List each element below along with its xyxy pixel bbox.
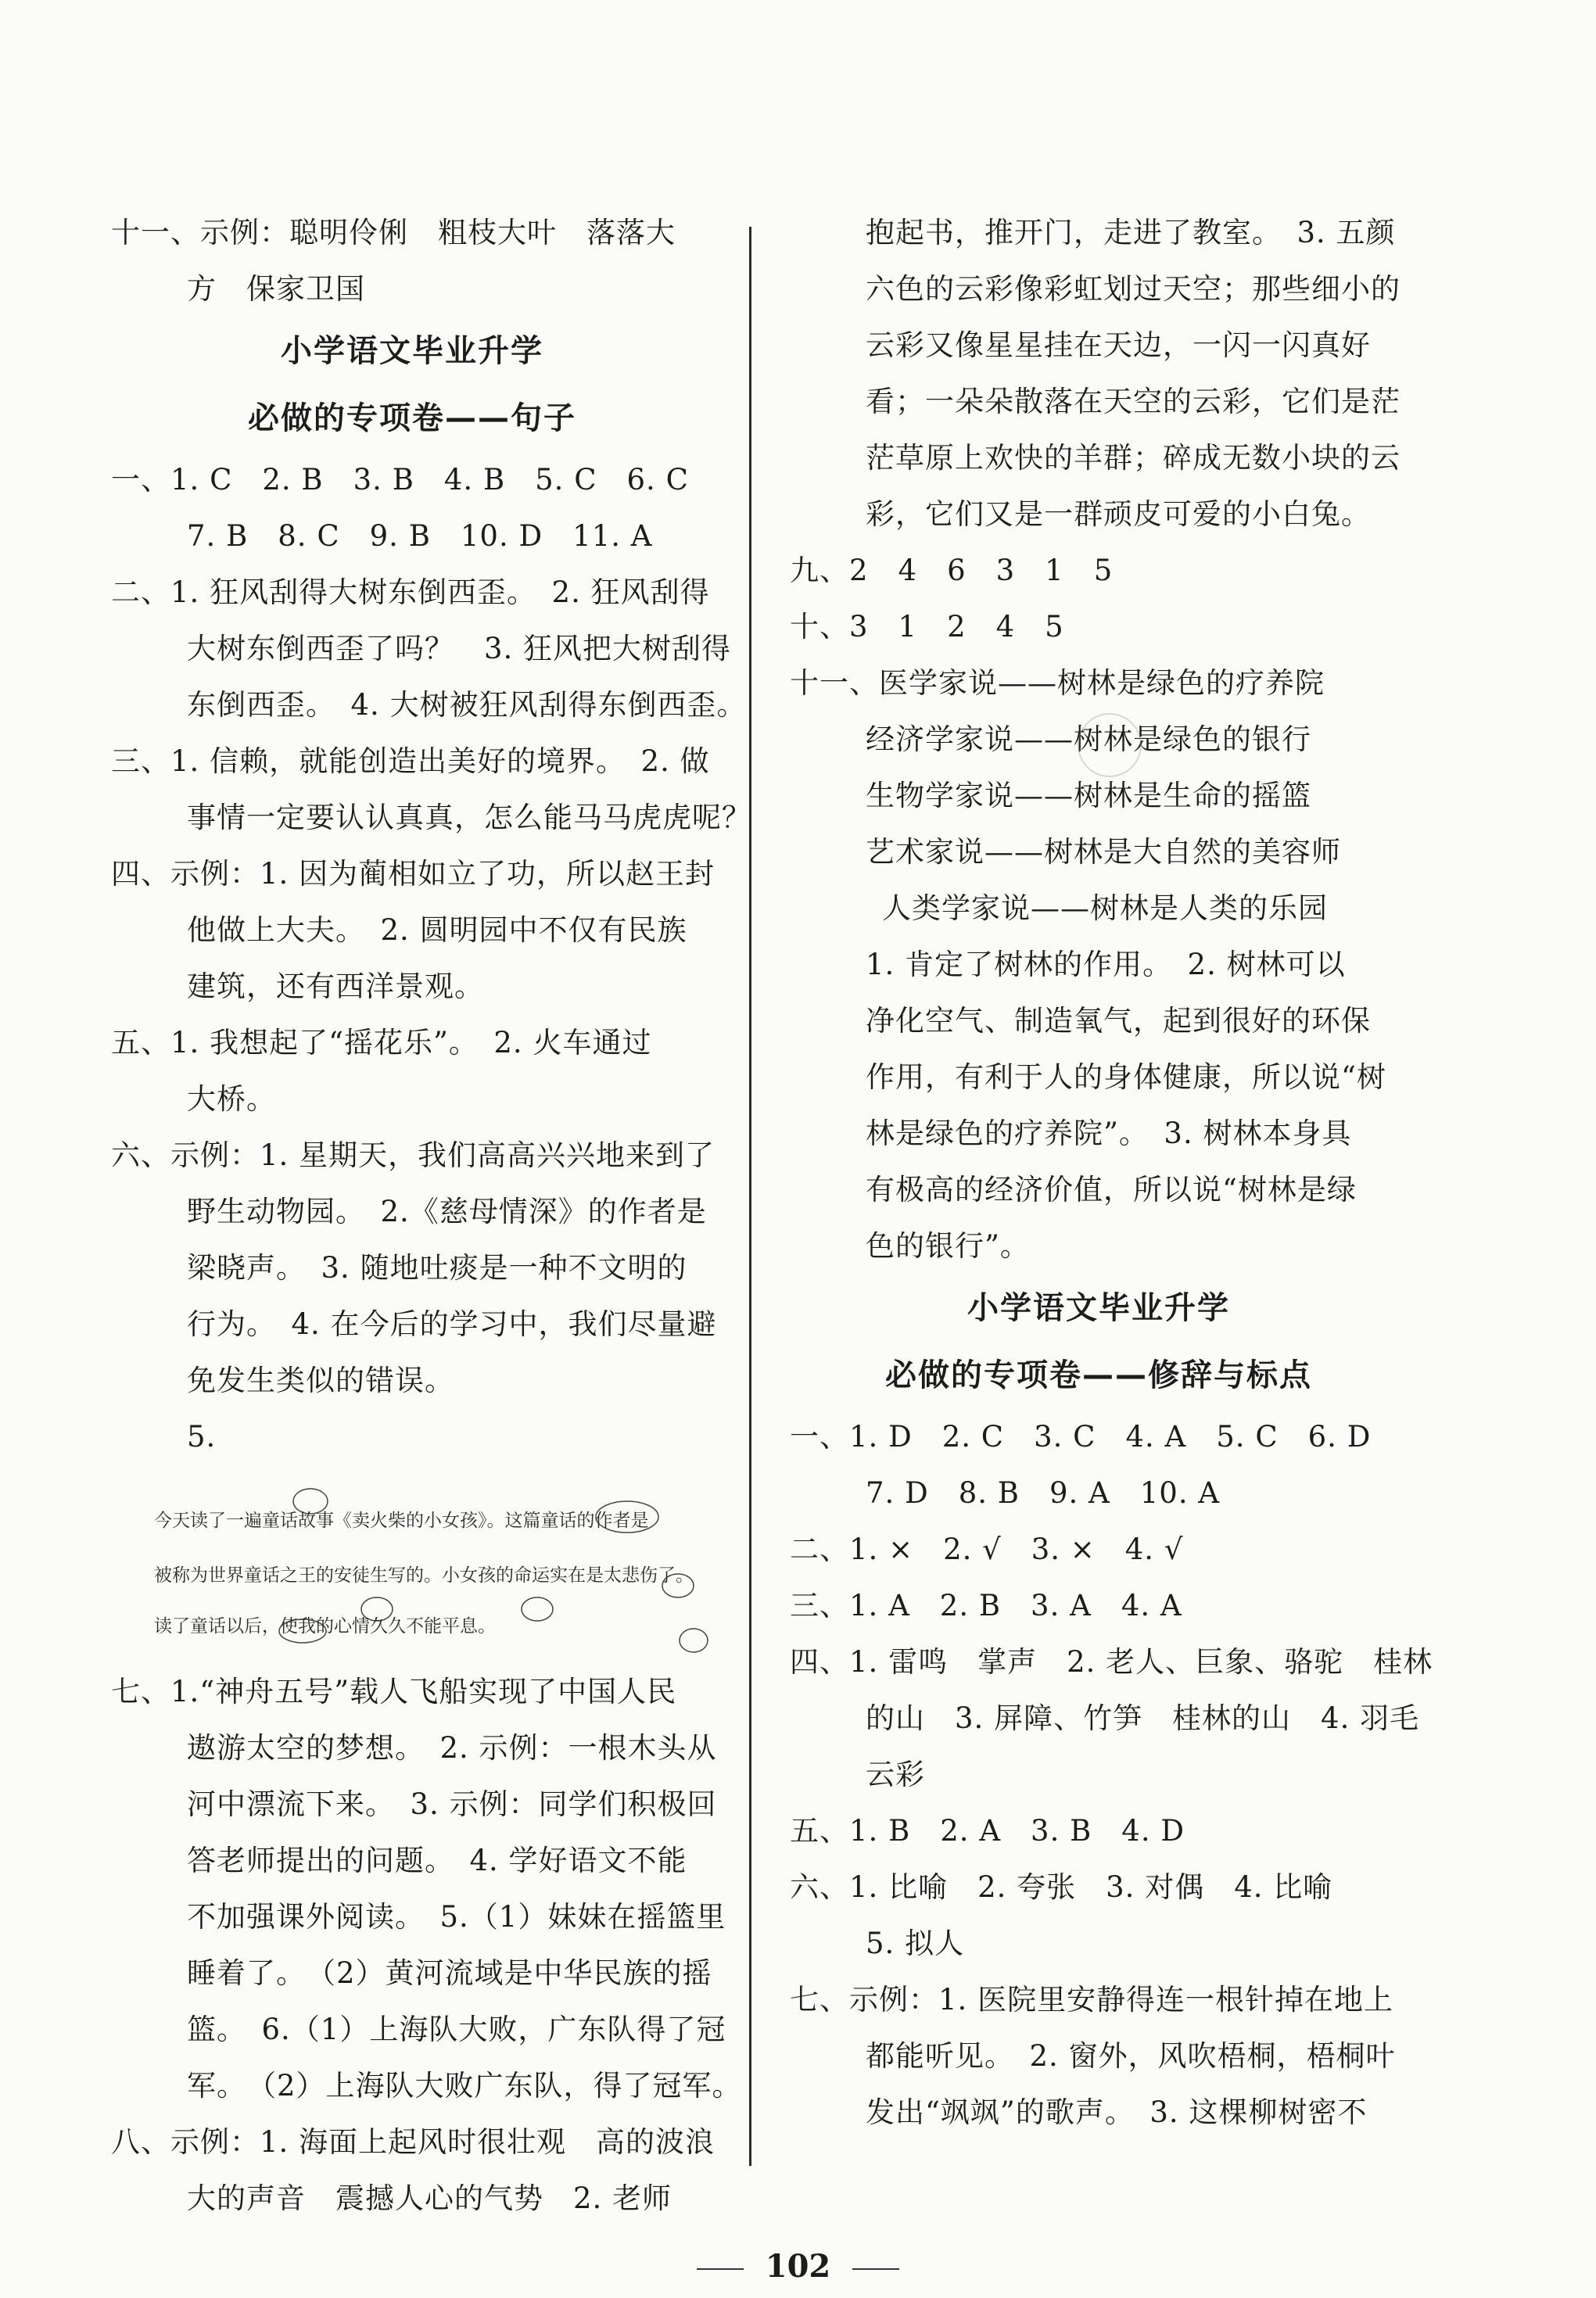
answer-line: 事情一定要认认真真，怎么能马马虎虎呢？: [187, 801, 751, 834]
answer-line: 林是绿色的疗养院”。 3. 树林本身具: [866, 1117, 1352, 1150]
answer-line: 答老师提出的问题。 4. 学好语文不能: [187, 1844, 687, 1877]
answer-line: 八、示例：1. 海面上起风时很壮观 高的波浪: [111, 2125, 716, 2159]
answer-line: 免发生类似的错误。: [187, 1364, 454, 1397]
answer-line: 5. 拟人: [866, 1927, 965, 1960]
answer-line: 的山 3. 屏障、竹笋 桂林的山 4. 羽毛: [866, 1701, 1420, 1735]
answer-line: 净化空气、制造氧气，起到很好的环保: [866, 1004, 1371, 1038]
page-number: [0, 2248, 1596, 2285]
answer-line: 一、1. C 2. B 3. B 4. B 5. C 6. C: [111, 463, 689, 497]
answer-line: 他做上大夫。 2. 圆明园中不仅有民族: [187, 913, 687, 947]
answer-line: 二、1. × 2. √ 3. × 4. √: [790, 1533, 1184, 1566]
answer-line: 五、1. 我想起了“摇花乐”。 2. 火车通过: [111, 1026, 652, 1059]
figure-text-line: 读了童话以后，使我的心情久久不能平息。: [154, 1616, 496, 1637]
right-column: [790, 205, 1433, 2141]
answer-line: 遨游太空的梦想。 2. 示例：一根木头从: [187, 1731, 717, 1765]
answer-line: 东倒西歪。 4. 大树被狂风刮得东倒西歪。: [187, 688, 747, 722]
answer-line: 5.: [187, 1420, 217, 1454]
answer-line: 发出“飒飒”的歌声。 3. 这棵柳树密不: [866, 2095, 1368, 2129]
answer-line: 都能听见。 2. 窗外，风吹梧桐，梧桐叶: [866, 2039, 1396, 2073]
section-subtitle: 必做的专项卷——句子: [248, 400, 576, 436]
section-title: 小学语文毕业升学: [967, 1290, 1230, 1326]
answer-line: 经济学家说——树林是绿色的银行: [866, 722, 1311, 756]
figure-text-line: 被称为世界童话之王的安徒生写的。小女孩的命运实在是太悲伤了。: [154, 1565, 694, 1586]
proofreading-figure: [111, 1468, 713, 1656]
answer-line: 篮。 6.（1）上海队大败，广东队得了冠: [187, 2013, 726, 2046]
page-number-text: 102: [765, 2248, 831, 2285]
answer-line: 一、1. D 2. C 3. C 4. A 5. C 6. D: [790, 1420, 1372, 1454]
answer-line: 大的声音 震撼人心的气势 2. 老师: [187, 2181, 672, 2215]
answer-line: 三、1. A 2. B 3. A 4. A: [790, 1589, 1182, 1622]
watermark-stamp: [1078, 713, 1142, 777]
answer-line: 野生动物园。 2.《慈母情深》的作者是: [187, 1195, 707, 1228]
left-column: [111, 205, 751, 2227]
answer-line: 茫草原上欢快的羊群；碎成无数小块的云: [866, 441, 1401, 475]
answer-line: 云彩又像星星挂在天边，一闪一闪真好: [866, 328, 1371, 362]
answer-line: 彩，它们又是一群顽皮可爱的小白兔。: [866, 497, 1371, 531]
answer-line: 方 保家卫国: [187, 272, 365, 306]
answer-line: 生物学家说——树林是生命的摇篮: [866, 779, 1311, 812]
answer-line: 睡着了。 （2）黄河流域是中华民族的摇: [187, 1956, 712, 1990]
answer-line: 二、1. 狂风刮得大树东倒西歪。 2. 狂风刮得: [111, 575, 710, 609]
section-subtitle: 必做的专项卷——修辞与标点: [885, 1357, 1312, 1393]
answer-line: 人类学家说——树林是人类的乐园: [882, 891, 1328, 925]
figure-text-line: 今天读了一遍童话故事《卖火柴的小女孩》。这篇童话的作者是: [154, 1511, 649, 1531]
answer-line: 六、1. 比喻 2. 夸张 3. 对偶 4. 比喻: [790, 1870, 1333, 1904]
answer-line: 三、1. 信赖，就能创造出美好的境界。 2. 做: [111, 744, 710, 778]
answer-line: 河中漂流下来。 3. 示例：同学们积极回: [187, 1787, 717, 1821]
column-divider: [749, 227, 751, 2166]
answer-line: 九、2 4 6 3 1 5: [790, 554, 1114, 587]
answer-line: 十一、示例：聪明伶俐 粗枝大叶 落落大: [111, 216, 676, 249]
answer-line: 七、1.“神舟五号”载人飞船实现了中国人民: [111, 1675, 677, 1708]
answer-line: 抱起书，推开门，走进了教室。 3. 五颜: [866, 216, 1396, 249]
answer-line: 7. B 8. C 9. B 10. D 11. A: [187, 519, 653, 553]
answer-line: 军。 （2）上海队大败广东队，得了冠军。: [187, 2069, 742, 2103]
answer-line: 四、示例：1. 因为蔺相如立了功，所以赵王封: [111, 857, 716, 891]
answer-line: 7. D 8. B 9. A 10. A: [866, 1476, 1221, 1510]
answer-line: 行为。 4. 在今后的学习中，我们尽量避: [187, 1307, 717, 1341]
answer-line: 有极高的经济价值，所以说“树林是绿: [866, 1173, 1357, 1206]
answer-line: 色的银行”。: [866, 1229, 1030, 1263]
answer-line: 十一、医学家说——树林是绿色的疗养院: [790, 666, 1325, 700]
answer-line: 七、示例：1. 医院里安静得连一根针掉在地上: [790, 1983, 1394, 2017]
answer-line: 大桥。: [187, 1082, 276, 1116]
answer-line: 艺术家说——树林是大自然的美容师: [866, 835, 1341, 869]
answer-line: 大树东倒西歪了吗？ 3. 狂风把大树刮得: [187, 632, 732, 665]
answer-line: 梁晓声。 3. 随地吐痰是一种不文明的: [187, 1251, 687, 1285]
page-number-dash-left: [697, 2268, 744, 2270]
page-number-dash-right: [852, 2268, 899, 2270]
answer-line: 五、1. B 2. A 3. B 4. D: [790, 1814, 1185, 1848]
answer-line: 六、示例：1. 星期天，我们高高兴兴地来到了: [111, 1138, 716, 1172]
answer-line: 看；一朵朵散落在天空的云彩，它们是茫: [866, 385, 1401, 418]
answer-line: 四、1. 雷鸣 掌声 2. 老人、巨象、骆驼 桂林: [790, 1645, 1433, 1679]
answer-line: 作用，有利于人的身体健康，所以说“树: [866, 1060, 1386, 1094]
answer-line: 建筑，还有西洋景观。: [187, 970, 484, 1003]
answer-line: 六色的云彩像彩虹划过天空；那些细小的: [866, 272, 1401, 306]
answer-line: 不加强课外阅读。 5.（1）妹妹在摇篮里: [187, 1900, 726, 1934]
answer-line: 1. 肯定了树林的作用。 2. 树林可以: [866, 948, 1346, 981]
answer-line: 云彩: [866, 1758, 925, 1791]
section-title: 小学语文毕业升学: [281, 333, 543, 369]
answer-line: 十、3 1 2 4 5: [790, 610, 1064, 644]
